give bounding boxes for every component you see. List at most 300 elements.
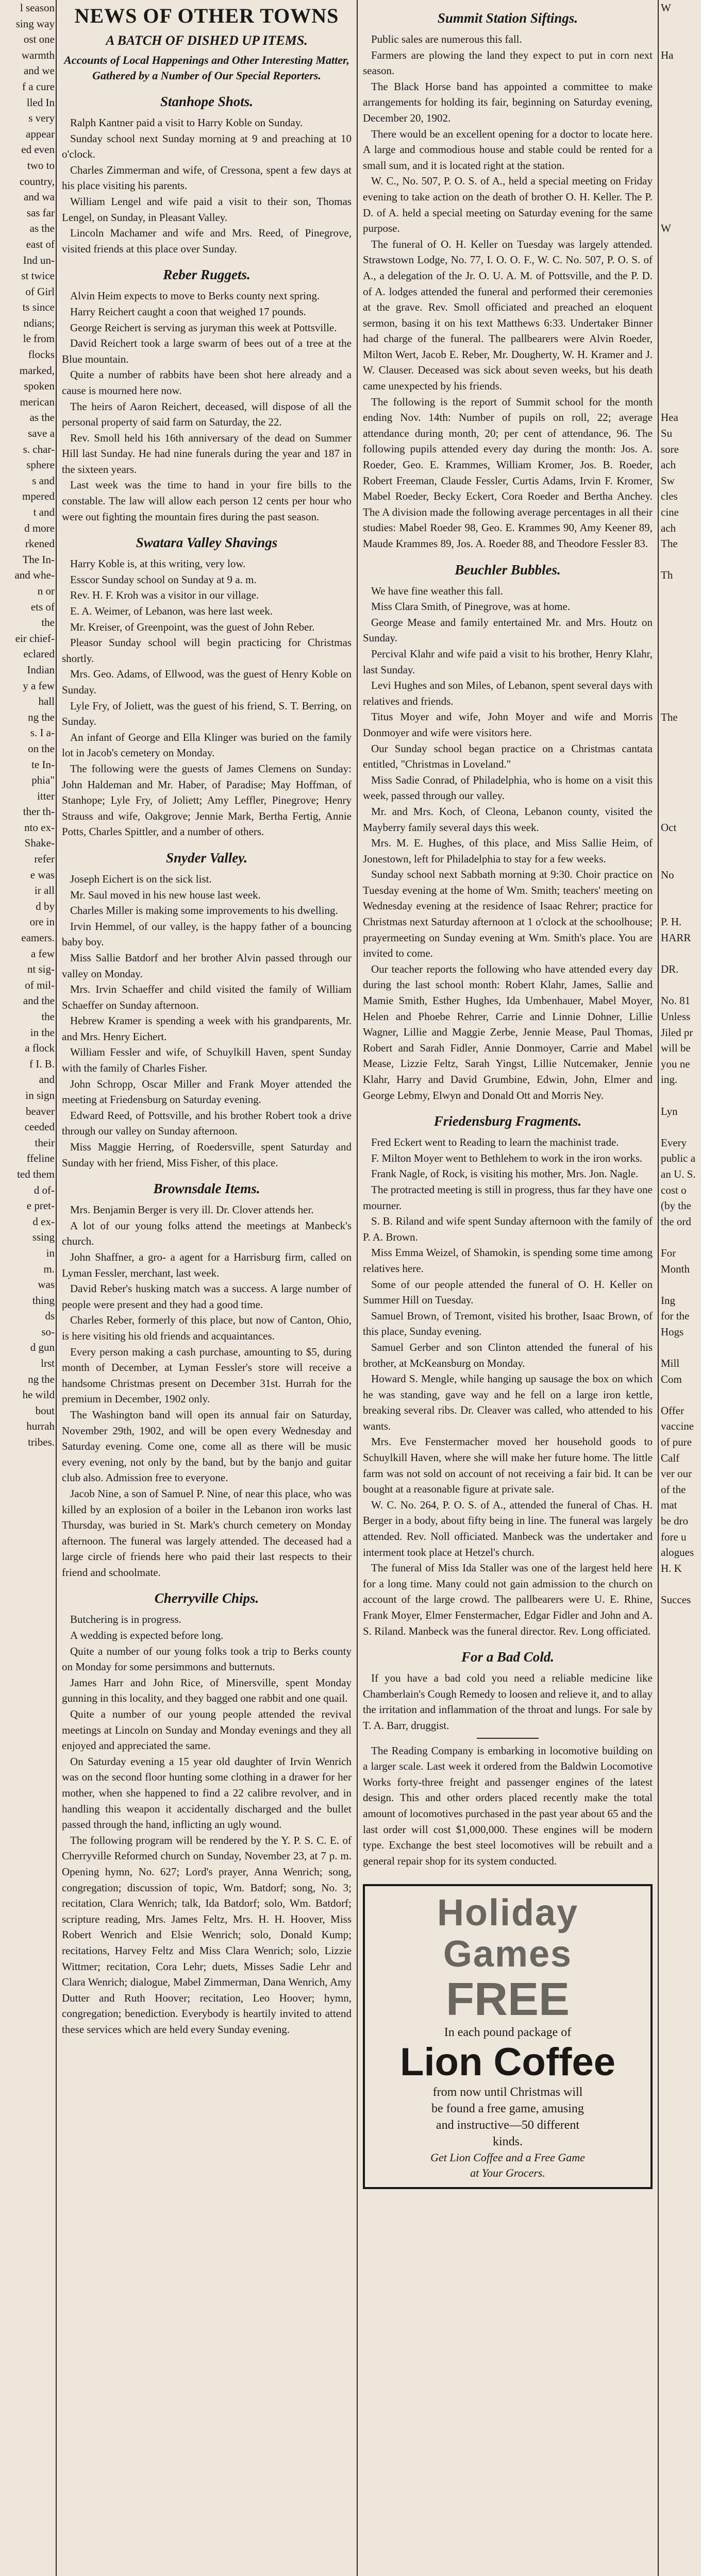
fragment-line: Oct <box>661 821 677 834</box>
fragment-line: fore u <box>661 1530 687 1543</box>
news-item: Mr. Kreiser, of Greenpoint, was the guest of John Reber. <box>70 620 315 633</box>
news-item: Miss Sallie Batdorf and her brother Alvin passed through our valley on Monday. <box>62 951 352 980</box>
fragment-line: hall <box>38 695 55 708</box>
fragment-line: Shake- <box>24 837 55 850</box>
fragment-line: for the <box>661 1310 690 1323</box>
fragment-line <box>661 977 701 993</box>
fragment-line <box>661 851 701 867</box>
fragment-line: and wa <box>23 191 55 204</box>
section-heading: Snyder Valley. <box>166 850 247 866</box>
fragment-line: f I. B. <box>29 1057 55 1070</box>
fragment-line <box>661 1119 701 1135</box>
fragment-line <box>661 1387 701 1403</box>
news-item: Samuel Gerber and son Clinton attended the funeral of his brother, at McKeansburg on Monday. <box>363 1341 653 1369</box>
fragment-line: two to <box>27 159 55 172</box>
news-item: Miss Clara Smith, of Pinegrove, was at home. <box>371 600 571 613</box>
news-item: Miss Emma Weizel, of Shamokin, is spending some time among relatives here. <box>363 1246 653 1275</box>
fragment-line: of mil- <box>25 978 55 991</box>
fragment-line: Mill <box>661 1357 680 1370</box>
news-item: Charles Miller is making some improvements to his dwelling. <box>70 904 338 917</box>
ad-title: Holiday <box>437 1892 579 1934</box>
fragment-line: tribes. <box>28 1436 55 1449</box>
news-item: Butchering is in progress. <box>70 1613 181 1626</box>
fragment-line <box>661 646 701 662</box>
fragment-line: sing way <box>15 17 55 30</box>
section-heading: Beuchler Bubbles. <box>455 562 561 578</box>
news-item: Jacob Nine, a son of Samuel P. Nine, of near this place, who was killed by an explosion of a boiler in the Lebanon iron works last Thursday, was buried in St. Mark's church cemetery on Monday afternoon. The funeral was largely attended. The deceased had a large circle of friends here who paid their last respects to their friend and schoolmate. <box>62 1487 352 1579</box>
news-item: S. B. Riland and wife spent Sunday afternoon with the family of P. A. Brown. <box>363 1215 653 1243</box>
fragment-line: phia" <box>31 774 55 787</box>
fragment-line <box>661 883 701 899</box>
fragment-line: Unless <box>661 1010 691 1023</box>
section-heading: For a Bad Cold. <box>461 1649 555 1665</box>
fragment-line <box>661 835 701 851</box>
fragment-line <box>661 79 701 95</box>
fragment-line: Indian <box>27 663 55 676</box>
fragment-line: appear <box>26 127 55 140</box>
fragment-line: Ing <box>661 1294 675 1307</box>
news-item: Harry Koble is, at this writing, very low. <box>70 557 246 570</box>
fragment-line: cost o <box>661 1183 687 1196</box>
column-summit-station <box>361 0 655 2576</box>
fragment-line: ach <box>661 521 676 534</box>
masthead: NEWS OF OTHER TOWNS <box>74 4 339 27</box>
news-item: Some of our people attended the funeral of O. H. Keller on Summer Hill on Tuesday. <box>363 1278 653 1307</box>
news-item: The Black Horse band has appointed a committee to make arrangements for holding its fair, beginning on Saturday evening, December 20, 1902. <box>363 80 653 124</box>
news-item: Samuel Brown, of Tremont, visited his brother, Isaac Brown, of this place, Sunday evening. <box>363 1309 653 1338</box>
fragment-line: HARR <box>661 931 691 944</box>
news-item: The following is the report of Summit school for the month ending Nov. 14th: Number of pupils on roll, 22; average attendance during month, 20; per cent of attendance, 96. The following pupils attended every day during the month: Jos. A. Roeder, Geo. E. Krammes, William Kromer, Jos. B. Roeder, Robert Freeman, Claude Fessler, Curtis Adams, Irvin F. Kromer, Mabel Roeder, Becky Eckert, Cora Roeder and Bertha Anchey. The A division made the following average percentages in all their studies: Mabel Roeder 98, Geo. E. Krammes 90, Amy Keener 89, Maude Krammes 89, Jos. A. Roeder 88, and Theodore Fessler 83. <box>363 395 653 550</box>
fragment-line: country, <box>19 175 55 188</box>
fragment-line <box>661 110 701 126</box>
news-item: A wedding is expected before long. <box>70 1629 224 1642</box>
fragment-line: he wild <box>22 1388 55 1401</box>
news-item: F. Milton Moyer went to Bethlehem to work in the iron works. <box>371 1151 643 1164</box>
fragment-line: Calf <box>661 1451 680 1464</box>
fragment-line: marked, <box>19 364 55 377</box>
column-b-articles <box>363 10 653 1869</box>
fragment-line: ndians; <box>23 316 55 329</box>
news-item: George Mease and family entertained Mr. and Mrs. Houtz on Sunday. <box>363 616 653 645</box>
fragment-line: mat <box>661 1499 677 1512</box>
fragment-line: ssing <box>32 1231 55 1244</box>
news-item: Lincoln Machamer and wife and Mrs. Reed, of Pinegrove, visited friends at this place over Sunday. <box>62 227 352 255</box>
fragment-line: will be <box>661 1042 691 1055</box>
fragment-line <box>661 599 701 615</box>
column-news-of-other-towns <box>60 0 354 2576</box>
fragment-line: itter <box>37 789 55 802</box>
fragment-line: H. K <box>661 1562 682 1574</box>
fragment-line: ing. <box>661 1073 678 1086</box>
fragment-line <box>661 347 701 363</box>
fragment-line: l season <box>20 2 55 14</box>
fragment-line <box>661 315 701 331</box>
news-item: Harry Reichert caught a coon that weighed 17 pounds. <box>70 305 306 318</box>
fragment-line: of pure <box>661 1436 692 1449</box>
section-heading: Friedensburg Fragments. <box>433 1113 582 1129</box>
news-item: The Reading Company is embarking in locomotive building on a larger scale. Last week it ordered from the Baldwin Locomotive Works forty-three freight and passenger engines of the latest design. This and other orders placed recently make the total amount of locomotives purchased in the past year about 65 and the last order will cost $1,000,000. These engines will be modern type. Exchange the best steel locomotives will be rebuilt and a general repair shop for its system conducted. <box>363 1744 653 1867</box>
news-item: Charles Zimmerman and wife, of Cressona, spent a few days at his place visiting his parents. <box>62 163 352 192</box>
news-item: Charles Reber, formerly of this place, but now of Canton, Ohio, is here visiting his old friends and acquaintances. <box>62 1314 352 1342</box>
fragment-line: on the <box>28 742 55 755</box>
fragment-line: save a <box>28 427 55 440</box>
left-fragments <box>0 0 55 1450</box>
fragment-line: sphere <box>26 459 55 471</box>
news-item: Mr. and Mrs. Koch, of Cleona, Lebanon county, visited the Mayberry family several days this week. <box>363 805 653 834</box>
ad-text: from now until Christmas will <box>432 2086 583 2099</box>
fragment-line <box>661 725 701 741</box>
fragment-line: rkened <box>25 537 55 550</box>
fragment-line: mpered <box>22 490 55 503</box>
news-item: There would be an excellent opening for a doctor to locate here. A large and commodious house and stable could be rented for a small sum, and it is located right at the station. <box>363 127 653 172</box>
fragment-line: their <box>35 1136 55 1149</box>
fragment-line: d ex- <box>32 1215 55 1228</box>
fragment-line: hurrah <box>26 1420 55 1433</box>
fragment-line: Hogs <box>661 1325 684 1338</box>
fragment-line <box>661 741 701 757</box>
news-item: George Reichert is serving as juryman this week at Pottsville. <box>70 321 337 334</box>
news-item: David Reichert took a large swarm of bees out of a tree at the Blue mountain. <box>62 337 352 365</box>
fragment-line: ver our <box>661 1467 692 1480</box>
ad-text: In each pound package of <box>444 2026 572 2040</box>
fragment-line: s. char- <box>23 443 55 455</box>
fragment-line <box>661 126 701 142</box>
fragment-line: Lyn <box>661 1105 678 1117</box>
fragment-line: ets of <box>30 600 55 613</box>
fragment-line <box>661 268 701 284</box>
fragment-line: t and <box>33 506 55 518</box>
column-rule <box>658 0 659 2576</box>
fragment-line: Com <box>661 1372 682 1385</box>
fragment-line: cles <box>661 490 678 503</box>
fragment-line: Jiled pr <box>661 1026 693 1039</box>
news-item: Mrs. Eve Fenstermacher moved her household goods to Schuylkill Haven, where she will make her future home. The little farm was not sold on account of not receiving a fair bid. It can be bought at a reasonable figure at private sale. <box>363 1435 653 1496</box>
fragment-line: Every <box>661 1136 687 1149</box>
deck-headline: A BATCH OF DISHED UP ITEMS. <box>106 33 308 48</box>
right-cut-column <box>661 0 701 2576</box>
news-item: Edward Reed, of Pottsville, and his brother Robert took a drive through our valley on Sunday afternoon. <box>62 1109 352 1138</box>
news-item: Mrs. Geo. Adams, of Ellwood, was the guest of Henry Koble on Sunday. <box>62 668 352 696</box>
fragment-line: W <box>661 2 671 14</box>
fragment-line <box>661 158 701 174</box>
fragment-line: so- <box>41 1325 55 1338</box>
news-item: Every person making a cash purchase, amounting to $5, during month of December, at Lyman Fessler's store will receive a handsome Christmas present on December 31st. Hurrah for the premium in December, 1902 only. <box>62 1345 352 1405</box>
ad-brand: Lion Coffee <box>400 2040 615 2084</box>
fragment-line <box>661 189 701 205</box>
fragment-line <box>661 284 701 300</box>
fragment-line <box>661 236 701 252</box>
fragment-line: in the <box>30 1026 55 1039</box>
fragment-line: The In- <box>22 553 55 566</box>
news-item: Miss Sadie Conrad, of Philadelphia, who is home on a visit this week, passed through our valley. <box>363 773 653 802</box>
news-item: E. A. Weimer, of Lebanon, was here last week. <box>70 605 273 618</box>
news-item: Alvin Heim expects to move to Berks county next spring. <box>70 290 320 302</box>
fragment-line: ther th- <box>23 805 55 818</box>
news-item: W. C. No. 264, P. O. S. of A., attended the funeral of Chas. H. Berger in a body, about fifty being in line. The funeral was largely attended. Rev. Noll officiated. Manbeck was the undertaker and interment took place at Hetzel's church. <box>363 1498 653 1558</box>
fragment-line: ted them <box>17 1167 55 1180</box>
section-heading: Stanhope Shots. <box>160 94 254 109</box>
fragment-line: ng the <box>28 710 55 723</box>
fragment-line: an U. S. <box>661 1167 696 1180</box>
news-item: An infant of George and Ella Klinger was buried on the family lot in Jacob's cemetery on Monday. <box>62 731 352 759</box>
column-rule <box>357 0 358 2576</box>
news-item: Joseph Eichert is on the sick list. <box>70 872 212 885</box>
news-item: The following were the guests of James Clemens on Sunday: John Haldeman and Mr. Haber, of Paradise; May Hoffman, of Stanhope; Lyle Fry, of Joliett; Amy Leffler, Pinegrove; Henry Strauss and wife, Oakgrove; Jennie Mark, Bertha Fertig, Annie Potts, Charles Spittler, and a number of others. <box>62 762 352 838</box>
news-item: William Lengel and wife paid a visit to their son, Thomas Lengel, on Sunday, in Pleasant Valley. <box>62 195 352 224</box>
fragment-line: of Girl <box>25 285 55 298</box>
section-heading: Summit Station Siftings. <box>437 10 578 26</box>
fragment-line <box>661 583 701 599</box>
fragment-line: as the <box>29 411 55 424</box>
fragment-line <box>661 378 701 394</box>
fragment-line <box>661 142 701 158</box>
fragment-line <box>661 615 701 631</box>
news-item: William Fessler and wife, of Schuylkill Haven, spent Sunday with the family of Charles Fisher. <box>62 1046 352 1075</box>
fragment-line: ore in <box>29 916 55 928</box>
fragment-line: m. <box>43 1262 55 1275</box>
news-item: James Harr and John Rice, of Minersville, spent Monday gunning in this locality, and they bagged one rabbit and one quail. <box>62 1676 352 1705</box>
fragment-line: ds <box>45 1310 55 1323</box>
fragment-line: lled In <box>26 96 55 109</box>
ad-text: be found a free game, amusing <box>431 2102 584 2116</box>
news-item: If you have a bad cold you need a reliable medicine like Chamberlain's Cough Remedy to loosen and relieve it, and to allay the irritation and inflammation of the throat and lungs. For sale by T. A. Barr, druggist. <box>363 1672 653 1732</box>
fragment-line: lrst <box>41 1357 55 1370</box>
ad-text: Get Lion Coffee and a Free Game <box>430 2151 585 2164</box>
fragment-line: ts since <box>22 301 55 314</box>
fragment-line <box>661 95 701 111</box>
section-heading: Cherryville Chips. <box>154 1590 259 1606</box>
fragment-line: d by <box>36 900 55 912</box>
fragment-line: e was <box>30 868 55 881</box>
fragment-line: ceeded <box>24 1121 55 1133</box>
fragment-line: the <box>41 616 55 629</box>
fragment-line: eamers. <box>21 931 55 944</box>
fragment-line: Th <box>661 569 673 582</box>
fragment-line: nt sig- <box>27 963 55 976</box>
fragment-line: alogues <box>661 1546 694 1559</box>
news-item: Our Sunday school began practice on a Christmas cantata entitled, "Christmas in Loveland." <box>363 742 653 771</box>
news-item: Our teacher reports the following who have attended every day during the last school month: Robert Klahr, James, Sallie and Mamie Smith, Esther Hughes, Ida Umbenhauer, Mabel Moyer, Helen and Phoebe Rehrer, Carrie and Linnie Dohner, Lillie Wagner, Lillie and Maggie Zerbe, Jennie Mease, Paul Thomas, Robert and Sarah Fidler, Annie Donmoyer, Carrie and Mabel Mease, Lizzie Feltz, Sarah Yingst, Lillie Nutcemaker, Jennie Klahr, Harry and David Grumbine, Edwin, John, Elmer and George Lebmy, Elwyn and Donald Ott and Morris Ney. <box>363 962 653 1101</box>
fragment-line: ng the <box>28 1372 55 1385</box>
news-item: The following program will be rendered by the Y. P. S. C. E. of Cherryville Reformed church on Sunday, November 23, at 7 p. m. Opening hymn, No. 627; Lord's prayer, Anna Wenrich; song, congregation; discussion of topic, Wm. Batdorf; song, No. 3; recitation, Clara Wenrich; talk, Ida Batdorf; solo, Wm. Batdorf; scripture reading, Mrs. James Feltz, Mrs. H. H. Hoover, Miss Robert Wenrich and Elsie Wenrich; solo, Donald Kump; recitations, Harvey Feltz and Miss Clara Wenrich; solo, Lizzie Wittmer; recitation, Cora Lehr; duets, Misses Sadie Lehr and Clara Wenrich; dialogue, Mabel Zimmerman, Dana Wenrich, Amy Dutter and Ruth Hoover; recitation, Leo Hoover; hymn, congregation; benediction. Everybody is heartily invited to attend these services which are held every Sunday evening. <box>62 1834 352 2036</box>
fragment-line <box>661 757 701 773</box>
fragment-line: ir all <box>34 884 55 897</box>
fragment-line: and <box>39 1073 55 1086</box>
fragment-line <box>661 693 701 709</box>
fragment-line: (by the <box>661 1199 691 1212</box>
fragment-line: y a few <box>23 679 55 692</box>
news-item: We have fine weather this fall. <box>371 584 504 597</box>
column-a-articles <box>62 94 352 2038</box>
fragment-line: and we <box>23 64 55 77</box>
fragment-line: Ha <box>661 48 674 61</box>
fragment-line: ach <box>661 459 676 471</box>
section-heading: Swatara Valley Shavings <box>136 535 278 551</box>
fragment-line: ffeline <box>26 1152 55 1165</box>
fragment-line: s. I a- <box>30 726 55 739</box>
fragment-line <box>661 1340 701 1355</box>
news-item: Rev. H. F. Kroh was a visitor in our village. <box>70 589 259 602</box>
fragment-line: ost one <box>23 33 55 46</box>
fragment-line: eir chief- <box>15 632 55 645</box>
fragment-line: s very <box>28 112 55 125</box>
news-item: The Washington band will open its annual fair on Saturday, November 29th, 1902, and will be open every Wednesday and Saturday evening. Come one, come all as there will be music every evening, not only by the band, but by the banjo and guitar club also. Admission free to everyone. <box>62 1408 352 1484</box>
news-item: A lot of our young folks attend the meetings at Manbeck's church. <box>62 1219 352 1248</box>
news-item: On Saturday evening a 15 year old daughter of Irvin Wenrich was on the second floor hunting some clothing in a drawer for her mother, when she happened to find a 22 calibre revolver, and in handling this weapon it accidentally discharged and the bullet passed through the hand, inflicting an ugly wound. <box>62 1755 352 1831</box>
fragment-line: in <box>46 1246 55 1259</box>
fragment-line: the <box>41 1010 55 1023</box>
fragment-line <box>661 1576 701 1592</box>
fragment-line <box>661 899 701 914</box>
lion-coffee-advertisement <box>363 1884 653 2189</box>
fragment-line: d more <box>24 521 55 534</box>
ad-text: kinds. <box>492 2135 523 2149</box>
fragment-line: you ne <box>661 1057 690 1070</box>
fragment-line <box>661 772 701 788</box>
news-item: Quite a number of our young people attended the revival meetings at Lincoln on Sunday and Monday evenings and they all enjoyed and appreciated the same. <box>62 1708 352 1752</box>
news-item: Pleasor Sunday school will begin practicing for Christmas shortly. <box>62 636 352 665</box>
news-item: Rev. Smoll held his 16th anniversary of the dead on Summer Hill last Sunday. He had nine funerals during the year and 187 in the sixteen years. <box>62 431 352 476</box>
fragment-line <box>661 1088 701 1104</box>
fragment-line: No <box>661 868 674 881</box>
fragment-line <box>661 299 701 315</box>
news-item: The funeral of O. H. Keller on Tuesday was largely attended. Strawstown Lodge, No. 77, I. O. O. F., W. C. No. 507, P. O. S. of A., a delegation of the Jr. O. U. A. M. of Pottsville, and the P. D. of A. lodges attended the funeral and performed their ceremonies at the grave. Rev. Smoll officiated and preached an eloquent sermon, basing it on his text Matthews 6:33. Undertaker Binner had charge of the funeral. The pallbearers were Alvin Roeder, Milton Wert, Jacob E. Reber, Mr. Dougherty, W. H. Kramer and J. W. Clauser. Deceased was sick about seven weeks, but his death came unexpected by his friends. <box>363 238 653 393</box>
fragment-line: bout <box>35 1404 55 1417</box>
news-item: John Shaffner, a gro- a agent for a Harrisburg firm, called on Lyman Fessler, merchant, last week. <box>62 1251 352 1279</box>
fragment-line: Month <box>661 1262 690 1275</box>
fragment-line: of the <box>661 1483 686 1496</box>
news-item: Quite a number of our young folks took a trip to Berks county on Monday for some persimmons and butternuts. <box>62 1645 352 1673</box>
fragment-line: Sw <box>661 474 675 487</box>
fragment-line: DR. <box>661 963 679 976</box>
right-fragments <box>661 0 701 1608</box>
fragment-line: warmth <box>21 48 55 61</box>
news-item: Mrs. Irvin Schaeffer and child visited the family of William Schaeffer on Sunday afternoon. <box>62 983 352 1011</box>
fragment-line: east of <box>26 238 55 250</box>
news-item: Quite a number of rabbits have been shot here already and a cause is mourned here now. <box>62 368 352 397</box>
news-item: Farmers are plowing the land they expect to put in corn next season. <box>363 48 653 77</box>
left-cut-column <box>0 0 55 2576</box>
news-item: Hebrew Kramer is spending a week with his grandparents, Mr. and Mrs. Henry Eichert. <box>62 1014 352 1043</box>
news-item: John Schropp, Oscar Miller and Frank Moyer attended the meeting at Friedensburg on Saturday evening. <box>62 1077 352 1106</box>
section-heading: Reber Ruggets. <box>163 267 251 283</box>
fragment-line: a few <box>30 947 55 960</box>
fragment-line: f a cure <box>22 80 55 93</box>
fragment-line <box>661 946 701 962</box>
fragment-line: refer <box>34 853 55 866</box>
ad-free: FREE <box>445 1974 570 2026</box>
fragment-line: e pret- <box>26 1199 55 1212</box>
news-item: Sunday school next Sabbath morning at 9:30. Choir practice on Tuesday evening at the home of Wm. Smith; teachers' meeting on Wednesday evening at the residence of Isaac Rehrer; practice for Christmas next Saturday afternoon at 1 o'clock at the schoolhouse; prayermeeting on Sunday evening at Wm. Smith's place. You are invited to come. <box>363 868 653 960</box>
news-item: Fred Eckert went to Reading to learn the machinist trade. <box>371 1136 619 1149</box>
fragment-line: Succes <box>661 1593 691 1606</box>
column-rule <box>56 0 57 2576</box>
fragment-line <box>661 662 701 678</box>
fragment-line: sas far <box>26 206 55 219</box>
fragment-line <box>661 363 701 379</box>
fragment-line <box>661 394 701 410</box>
news-item: Sunday school next Sunday morning at 9 and preaching at 10 o'clock. <box>62 132 352 161</box>
news-item: W. C., No. 507, P. O. S. of A., held a special meeting on Friday evening to take action on the death of brother O. H. Keller. The P. D. of A. held a special meeting on Saturday evening for the same purpose. <box>363 175 653 235</box>
fragment-line: d of- <box>34 1183 55 1196</box>
section-heading: Brownsdale Items. <box>153 1181 260 1197</box>
fragment-line: d gun <box>30 1341 55 1354</box>
news-item: Miss Maggie Herring, of Roedersville, spent Saturday and Sunday with her friend, Miss Fisher, of this place. <box>62 1141 352 1169</box>
fragment-line: was <box>38 1278 55 1291</box>
fragment-line <box>661 678 701 694</box>
fragment-line: No. 81 <box>661 994 691 1007</box>
fragment-line: in sign <box>25 1089 55 1101</box>
fragment-line <box>661 788 701 804</box>
fragment-line: vaccine <box>661 1420 694 1433</box>
fragment-line: spoken <box>24 380 55 393</box>
fragment-line: sore <box>661 443 679 455</box>
news-item: Last week was the time to hand in your fire bills to the constable. The law will allow each person 12 cents per hour who were out fighting the mountain fires during the past season. <box>62 479 352 523</box>
news-item: The protracted meeting is still in progress, thus far they have one mourner. <box>363 1183 653 1212</box>
fragment-line: and whe- <box>14 569 55 582</box>
news-item: Ralph Kantner paid a visit to Harry Koble on Sunday. <box>70 116 303 129</box>
fragment-line: public a <box>661 1152 696 1165</box>
fragment-line <box>661 804 701 820</box>
fragment-line: The <box>661 537 678 550</box>
fragment-line <box>661 16 701 32</box>
news-item: Howard S. Mengle, while hanging up sausage the box on which he was standing, gave way and he fell on a large iron kettle, breaking several ribs. Dr. Cleaver was called, who attended to his wants. <box>363 1372 653 1432</box>
news-item: Frank Nagle, of Rock, is visiting his mother, Mrs. Jon. Nagle. <box>371 1167 639 1180</box>
fragment-line: nto ex- <box>24 821 55 834</box>
fragment-line: the ord <box>661 1215 691 1228</box>
news-item: Irvin Hemmel, of our valley, is the happy father of a bouncing baby boy. <box>62 920 352 948</box>
fragment-line: Offer <box>661 1404 685 1417</box>
fragment-line: te In- <box>31 758 55 771</box>
fragment-line: as the <box>29 222 55 235</box>
fragment-line: merican <box>20 395 55 408</box>
fragment-line <box>661 174 701 190</box>
news-item: David Reber's husking match was a success. A large number of people were present and they had a good time. <box>62 1282 352 1311</box>
fragment-line: s and <box>32 474 55 487</box>
subdeck: Accounts of Local Happenings and Other Interesting Matter, Gathered by a Number of Our Special Reporters. <box>64 54 349 82</box>
fragment-line <box>661 63 701 79</box>
news-item: Percival Klahr and wife paid a visit to his brother, Henry Klahr, last Sunday. <box>363 647 653 676</box>
fragment-line <box>661 1229 701 1245</box>
fragment-line: Su <box>661 427 673 440</box>
fragment-line <box>661 205 701 221</box>
fragment-line <box>661 31 701 47</box>
fragment-line: For <box>661 1246 676 1259</box>
fragment-line: P. H. <box>661 916 682 928</box>
fragment-line <box>661 252 701 268</box>
news-item: Esscor Sunday school on Sunday at 9 a. m. <box>70 573 257 586</box>
news-item: Mrs. M. E. Hughes, of this place, and Miss Sallie Heim, of Jonestown, left for Philadelphia to stay for a few weeks. <box>363 837 653 865</box>
ad-text: and instructive—50 different <box>436 2119 580 2132</box>
fragment-line: Hea <box>661 411 678 424</box>
fragment-line: The <box>661 710 678 723</box>
fragment-line: cine <box>661 506 679 518</box>
fragment-line: ed even <box>21 143 55 156</box>
fragment-line: and the <box>23 994 55 1007</box>
fragment-line <box>661 631 701 647</box>
news-item: Public sales are numerous this fall. <box>371 33 522 45</box>
news-item: Levi Hughes and son Miles, of Lebanon, spent several days with relatives and friends. <box>363 679 653 707</box>
ad-text: at Your Grocers. <box>470 2166 545 2180</box>
fragment-line: flocks <box>28 348 55 361</box>
fragment-line: eclared <box>23 648 55 660</box>
fragment-line: Ind un- <box>23 253 55 266</box>
fragment-line: beaver <box>26 1105 55 1117</box>
fragment-line: n or <box>37 584 55 597</box>
fragment-line <box>661 331 701 347</box>
fragment-line: be dro <box>661 1515 689 1527</box>
news-item: Titus Moyer and wife, John Moyer and wife and Morris Donmoyer and wife were visitors here. <box>363 710 653 739</box>
